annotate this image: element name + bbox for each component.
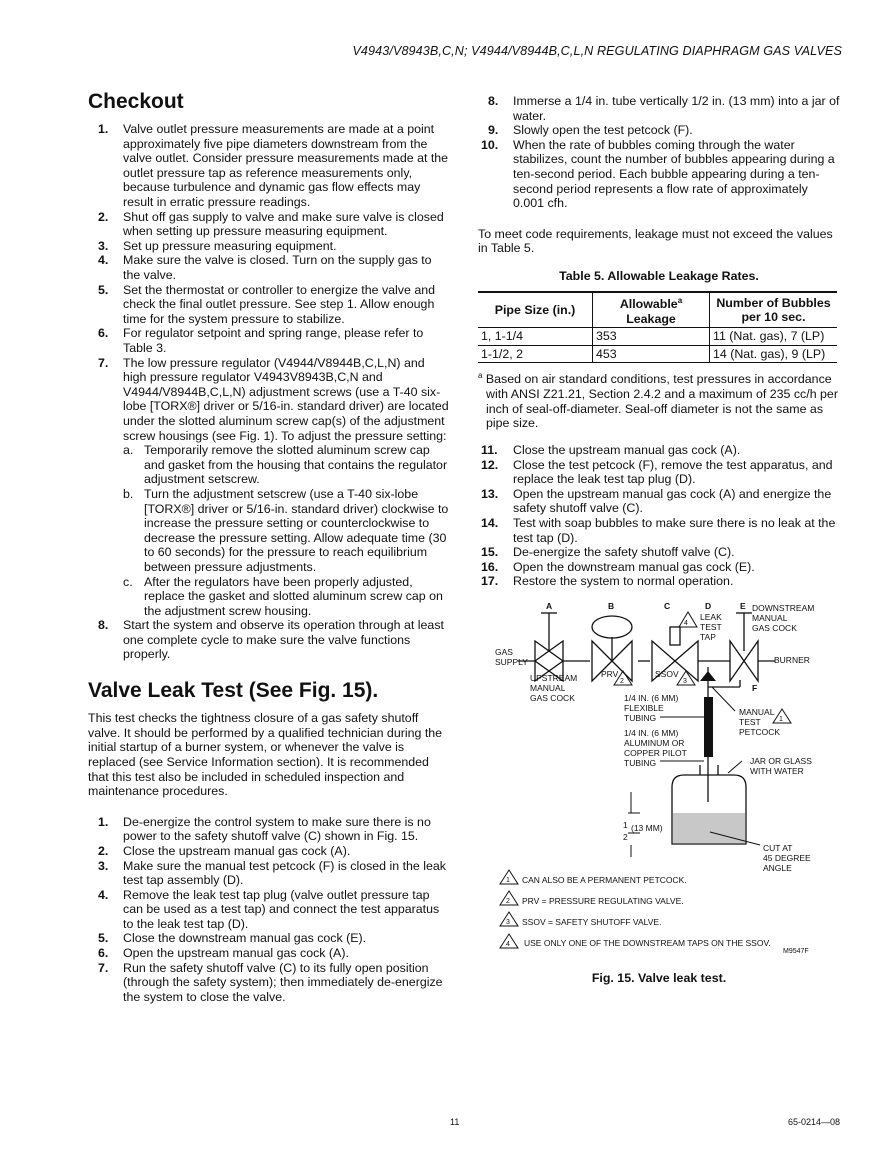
list-item: 11. Close the upstream manual gas cock (A).	[481, 442, 741, 457]
leak-test-intro: This test checks the tightness closure of a gas safety shutoff valve. It should be performed by a qualified technician during the initial startup of a burner system, or whenever the valve is replaced (see Service Information section). It is recommended that this test also be included in scheduled inspection and maintenance procedures.	[88, 711, 443, 799]
svg-text:2: 2	[620, 677, 624, 685]
list-item: 7. Run the safety shutoff valve (C) to its fully open position (through the safety system); then immediately de-energize the system to close the valve.	[98, 960, 443, 1004]
valve-e	[730, 641, 744, 681]
svg-text:4: 4	[506, 940, 510, 948]
leak-test-heading: Valve Leak Test (See Fig. 15).	[88, 679, 379, 703]
note-4: USE ONLY ONE OF THE DOWNSTREAM TAPS ON THE SSOV.	[524, 937, 771, 948]
list-item: 1. De-energize the control system to make sure there is no power to the safety shutoff valve (C) shown in Fig. 15.	[98, 814, 431, 844]
list-item: 5. Set the thermostat or controller to energize the valve and check the final outlet pressure. See step 1. Allow enough time for the system pressure to stabilize.	[98, 282, 436, 326]
svg-text:WITH WATER: WITH WATER	[750, 765, 804, 776]
list-item: 6. For regulator setpoint and spring range, please refer to Table 3.	[98, 326, 424, 355]
svg-text:JAR OR GLASS: JAR OR GLASS	[750, 755, 812, 766]
svg-text:1: 1	[506, 876, 510, 884]
list-item: 8. Immerse a 1/4 in. tube vertically 1/2 in. (13 mm) into a jar of water.	[488, 94, 840, 123]
svg-text:PETCOCK: PETCOCK	[739, 726, 781, 737]
svg-text:TEST: TEST	[739, 716, 761, 727]
svg-text:45 DEGREE: 45 DEGREE	[763, 852, 811, 863]
svg-text:PRV: PRV	[601, 668, 619, 679]
svg-text:MANUAL: MANUAL	[739, 706, 775, 717]
list-item: 12. Close the test petcock (F), remove the test apparatus, and replace the leak test tap plug (D).	[481, 457, 833, 487]
svg-text:MANUAL: MANUAL	[530, 682, 566, 693]
list-item: 17. Restore the system to normal operation.	[481, 574, 734, 589]
svg-text:3: 3	[683, 677, 687, 685]
svg-text:D: D	[705, 600, 712, 611]
svg-text:GAS: GAS	[495, 646, 513, 657]
list-item: 3. Set up pressure measuring equipment.	[98, 238, 337, 253]
header-cell: Number of Bubbles per 10 sec.	[710, 292, 838, 328]
list-item: 16. Open the downstream manual gas cock (E).	[481, 559, 755, 574]
list-item: 13. Open the upstream manual gas cock (A) and energize the safety shutoff valve (C).	[481, 486, 832, 516]
svg-text:TUBING: TUBING	[624, 757, 657, 768]
list-item: 3. Make sure the manual test petcock (F) is closed in the leak test tap assembly (D).	[98, 858, 446, 888]
svg-text:ANGLE: ANGLE	[763, 862, 792, 873]
label-a: A	[546, 600, 553, 611]
sub-item: c. After the regulators have been properly adjusted, replace the gasket and slotted aluminum screw cap on the adjustment screw housing.	[123, 574, 443, 618]
note-3: SSOV = SAFETY SHUTOFF VALVE.	[522, 916, 662, 927]
svg-text:SSOV: SSOV	[655, 668, 679, 679]
svg-text:TUBING: TUBING	[624, 712, 657, 723]
leakage-table	[478, 291, 837, 364]
flexible-tubing	[704, 697, 713, 757]
sub-item: a. Temporarily remove the slotted aluminum screw cap and gasket from the housing that contains the regulator adjustment setscrew.	[123, 443, 448, 487]
list-item: 10. When the rate of bubbles coming through the water stabilizes, count the number of bubbles appearing during a ten-second period. Each bubble appearing during a ten-second period represents a flow rate of approximately 0.001 cfh.	[481, 137, 835, 211]
list-item: 2. Shut off gas supply to valve and make sure valve is closed when setting up pressure measuring equipment.	[98, 209, 444, 239]
list-item: 6. Open the upstream manual gas cock (A).	[98, 946, 349, 961]
svg-text:FLEXIBLE: FLEXIBLE	[624, 702, 664, 713]
list-item: 9. Slowly open the test petcock (F).	[488, 123, 693, 138]
page-number: 11	[450, 1117, 460, 1127]
adjust-substeps	[123, 443, 451, 618]
checkout-heading: Checkout	[88, 90, 184, 113]
note-2: PRV = PRESSURE REGULATING VALVE.	[522, 895, 684, 906]
svg-text:GAS COCK: GAS COCK	[530, 692, 575, 703]
code-requirements-text: To meet code requirements, leakage must not exceed the values in Table 5.	[478, 226, 833, 256]
header-cell: Pipe Size (in.)	[478, 292, 593, 328]
valve-leak-test-diagram	[478, 597, 840, 967]
svg-text:CUT AT: CUT AT	[763, 842, 793, 853]
list-item: 2. Close the upstream manual gas cock (A).	[98, 843, 351, 858]
leak-test-steps-final	[478, 443, 840, 589]
svg-text:BURNER: BURNER	[774, 654, 810, 665]
list-item: 1. Valve outlet pressure measurements are made at a point approximately five pipe diameters downstream from the valve outlet. Consider pressure measurements made at the outlet pressure tap as reference measurements only, because turbulence and dynamic gas flow effects may result in erratic pressure readings.	[98, 122, 449, 210]
svg-text:MANUAL: MANUAL	[752, 612, 788, 623]
svg-text:3: 3	[506, 918, 510, 926]
svg-text:TAP: TAP	[700, 631, 716, 642]
svg-text:(13 MM): (13 MM)	[631, 822, 663, 833]
svg-text:1/4 IN. (6 MM): 1/4 IN. (6 MM)	[624, 692, 679, 703]
table-header-row	[478, 292, 837, 328]
svg-text:M9547F: M9547F	[783, 947, 809, 955]
figure-caption: Fig. 15. Valve leak test.	[591, 970, 727, 985]
list-item: 4. Make sure the valve is closed. Turn on the supply gas to the valve.	[98, 253, 432, 283]
note-1: CAN ALSO BE A PERMANENT PETCOCK.	[522, 874, 687, 885]
table-row: 1-1/2, 2 453 14 (Nat. gas), 9 (LP)	[478, 345, 837, 363]
svg-text:COPPER PILOT: COPPER PILOT	[624, 747, 687, 758]
svg-text:ALUMINUM OR: ALUMINUM OR	[624, 737, 685, 748]
svg-text:SUPPLY: SUPPLY	[495, 656, 528, 667]
svg-text:DOWNSTREAM: DOWNSTREAM	[752, 602, 815, 613]
list-item: 15. De-energize the safety shutoff valve (C).	[481, 545, 735, 560]
document-code: 65-0214—08	[787, 1117, 840, 1127]
svg-text:GAS COCK: GAS COCK	[752, 622, 797, 633]
leak-test-steps	[88, 815, 451, 1005]
table-row: 1, 1-1/4 353 11 (Nat. gas), 7 (LP)	[478, 328, 837, 346]
left-column	[88, 90, 451, 1004]
list-item: 7. The low pressure regulator (V4944/V8944B,C,L,N) and high pressure regulator V4943V8943B,C,N and V4944/V8944B,C,L,N) adjustment screws (use a T-40 six-lobe [TORX®] driver or 5/16-in. standard driver) are located under the slotted aluminum screw cap(s) of the adjustment screw housings (see Fig. 1). To adjust the pressure setting: a. Temporarily remove the slotted aluminum screw cap and gasket from the housing that contains the regulator adjustment setscrew. b. Turn the adjustment setscrew (use a T-40 six-lobe [TORX®] driver or 5/16-in. standard driver) clockwise to increase the pressure setting or counterclockwise to decrease the pressure setting. Allow adequate time (30 to 60 seconds) for the pressure to reach equilibrium between pressure adjustments. c. After the regulators have been properly adjusted, replace the gasket and slotted aluminum screw cap on the adjustment screw housing.	[88, 356, 451, 619]
list-item: 14. Test with soap bubbles to make sure there is no leak at the test tap (D).	[481, 515, 836, 545]
svg-text:C: C	[664, 600, 671, 611]
list-item: 5. Close the downstream manual gas cock (E).	[98, 931, 367, 946]
svg-text:2: 2	[623, 831, 628, 842]
right-column	[478, 94, 840, 985]
svg-text:E: E	[740, 600, 746, 611]
table-footnote: $^a$ Based on air standard conditions, test pressures in accordance with ANSI Z21.21, Section 2.4.2 and a maximum of 235 cc/h per inch of seal-off-diameter. Seal-off diameter is not the same as pipe size.	[478, 371, 838, 431]
svg-text:TEST: TEST	[700, 621, 722, 632]
checkout-steps	[88, 122, 451, 662]
svg-text:UPSTREAM: UPSTREAM	[530, 672, 578, 683]
svg-text:F: F	[752, 682, 758, 693]
table-title: Table 5. Allowable Leakage Rates.	[559, 268, 759, 283]
header-cell: Allowable$^a$ Leakage	[593, 292, 710, 328]
sub-item: b. Turn the adjustment setscrew (use a T-40 six-lobe [TORX®] driver or 5/16-in. standard driver) clockwise to increase the pressure setting or counterclockwise to decrease the pressure setting. Allow adequate time (30 to 60 seconds) for the pressure to reach equilibrium between pressure adjustments.	[123, 486, 449, 574]
svg-text:2: 2	[506, 897, 510, 905]
running-header: V4943/V8943B,C,N; V4944/V8944B,C,L,N REGULATING DIAPHRAGM GAS VALVES	[352, 44, 842, 58]
leak-test-steps-cont	[478, 94, 840, 211]
list-item: 8. Start the system and observe its operation through at least one complete cycle to make sure the valve functions properly.	[98, 618, 444, 662]
svg-text:1: 1	[623, 819, 628, 830]
svg-text:1: 1	[779, 715, 783, 723]
svg-text:1/4 IN. (6 MM): 1/4 IN. (6 MM)	[624, 727, 679, 738]
svg-text:4: 4	[684, 619, 688, 627]
list-item: 4. Remove the leak test tap plug (valve outlet pressure tap can be used as a test tap) and connect the test apparatus to the leak test tap (D).	[98, 887, 440, 931]
svg-text:LEAK: LEAK	[700, 611, 722, 622]
svg-text:B: B	[608, 600, 615, 611]
